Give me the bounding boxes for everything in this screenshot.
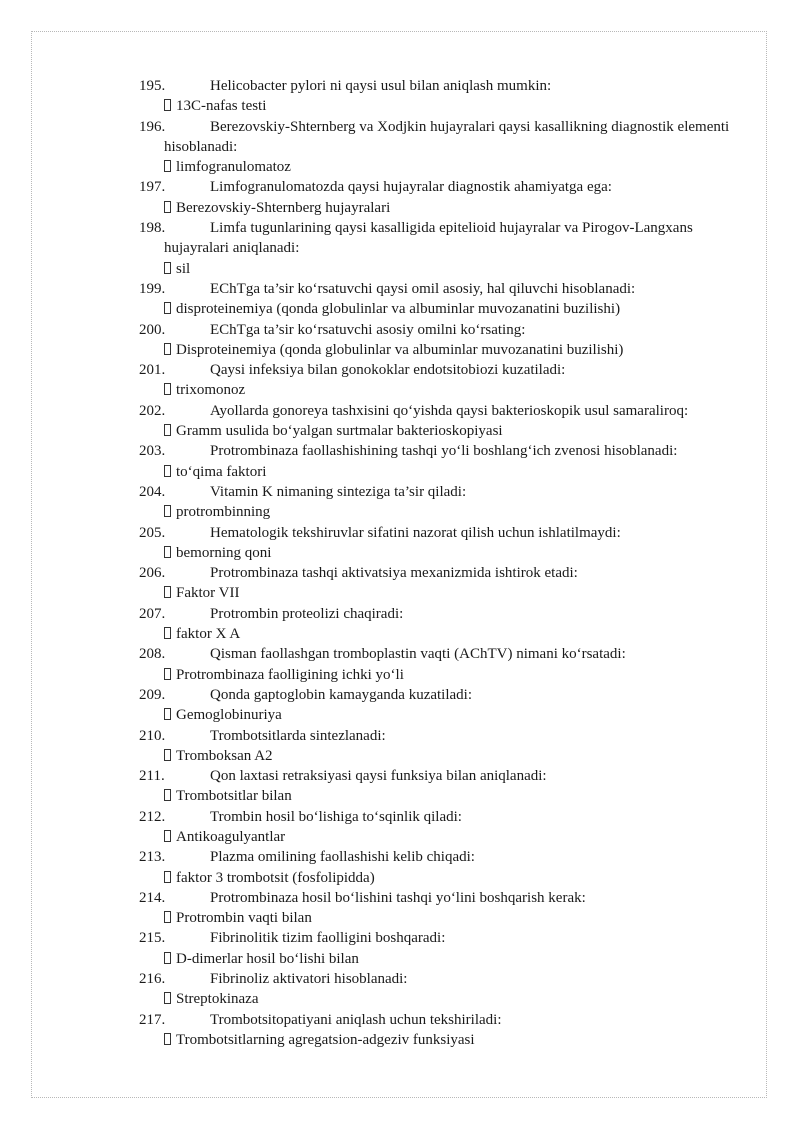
- missing-glyph-box-icon: [164, 952, 171, 964]
- answer-line: [139, 299, 739, 319]
- question-number: 214.: [139, 889, 166, 906]
- answer-line: [139, 786, 739, 806]
- question-item: [139, 279, 739, 320]
- question-text: Qonda gaptoglobin kamayganda kuzatiladi:: [210, 686, 473, 703]
- answer-line: [139, 157, 739, 177]
- question-body: [139, 563, 739, 583]
- answer-text: Trombotsitlar bilan: [176, 788, 292, 805]
- question-body: [139, 604, 739, 624]
- question-number: 202.: [139, 402, 166, 419]
- question-body: [139, 401, 739, 421]
- question-text: Trombotsitlarda sintezlanadi:: [210, 727, 386, 744]
- question-item: [139, 928, 739, 969]
- question-item: [139, 218, 739, 279]
- question-item: [139, 685, 739, 726]
- answer-text: 13C-nafas testi: [176, 98, 267, 115]
- question-item: [139, 726, 739, 767]
- missing-glyph-box-icon: [164, 708, 171, 720]
- answer-line: [139, 96, 739, 116]
- missing-glyph-box-icon: [164, 1033, 171, 1045]
- missing-glyph-box-icon: [164, 262, 171, 274]
- missing-glyph-box-icon: [164, 586, 171, 598]
- answer-text: bemorning qoni: [176, 544, 272, 561]
- question-number: 204.: [139, 483, 166, 500]
- missing-glyph-box-icon: [164, 465, 171, 477]
- question-text: Helicobacter pylori ni qaysi usul bilan aniqlash mumkin:: [210, 78, 552, 94]
- missing-glyph-box-icon: [164, 546, 171, 558]
- question-list: [139, 76, 739, 1050]
- question-text: Limfa tugunlarining qaysi kasalligida epitelioid hujayralar va Pirogov-Langxans hujayralari aniqlanadi:: [164, 220, 693, 257]
- answer-line: [139, 502, 739, 522]
- question-number: 215.: [139, 930, 166, 947]
- answer-line: [139, 1030, 739, 1050]
- question-body: [139, 177, 739, 197]
- answer-text: Gramm usulida bo‘yalgan surtmalar bakterioskopiyasi: [176, 423, 503, 440]
- missing-glyph-box-icon: [164, 201, 171, 213]
- answer-line: [139, 949, 739, 969]
- missing-glyph-box-icon: [164, 383, 171, 395]
- answer-line: [139, 462, 739, 482]
- question-number: 203.: [139, 443, 166, 460]
- missing-glyph-box-icon: [164, 505, 171, 517]
- answer-line: [139, 380, 739, 400]
- question-item: [139, 969, 739, 1010]
- answer-text: Protrombin vaqti bilan: [176, 910, 312, 927]
- missing-glyph-box-icon: [164, 871, 171, 883]
- question-text: Qaysi infeksiya bilan gonokoklar endotsitobiozi kuzatiladi:: [210, 362, 566, 379]
- answer-text: Berezovskiy-Shternberg hujayralari: [176, 199, 391, 216]
- question-text: Qon laxtasi retraksiyasi qaysi funksiya bilan aniqlanadi:: [210, 768, 547, 785]
- question-text: Vitamin K nimaning sinteziga ta’sir qiladi:: [210, 483, 467, 500]
- question-text: Trombin hosil bo‘lishiga to‘sqinlik qiladi:: [210, 808, 462, 825]
- question-body: [139, 76, 739, 96]
- missing-glyph-box-icon: [164, 424, 171, 436]
- question-item: [139, 441, 739, 482]
- missing-glyph-box-icon: [164, 789, 171, 801]
- answer-text: Disproteinemiya (qonda globulinlar va albuminlar muvozanatini buzilishi): [176, 341, 624, 358]
- question-number: 208.: [139, 646, 166, 663]
- question-text: Hematologik tekshiruvlar sifatini nazorat qilish uchun ishlatilmaydi:: [210, 524, 621, 541]
- answer-text: disproteinemiya (qonda globulinlar va albuminlar muvozanatini buzilishi): [176, 301, 621, 318]
- question-number: 195.: [139, 78, 166, 94]
- answer-line: [139, 340, 739, 360]
- missing-glyph-box-icon: [164, 749, 171, 761]
- question-text: Fibrinoliz aktivatori hisoblanadi:: [210, 971, 408, 988]
- answer-text: limfogranulomatoz: [176, 159, 291, 176]
- question-number: 206.: [139, 565, 166, 582]
- question-body: [139, 928, 739, 948]
- answer-line: [139, 746, 739, 766]
- answer-text: trixomonoz: [176, 382, 246, 399]
- question-body: [139, 685, 739, 705]
- question-number: 198.: [139, 220, 166, 237]
- question-body: [139, 644, 739, 664]
- question-text: Limfogranulomatozda qaysi hujayralar diagnostik ahamiyatga ega:: [210, 179, 612, 196]
- question-item: [139, 644, 739, 685]
- question-item: [139, 888, 739, 929]
- question-body: [139, 482, 739, 502]
- question-item: [139, 847, 739, 888]
- answer-line: [139, 989, 739, 1009]
- question-body: [139, 320, 739, 340]
- question-item: [139, 360, 739, 401]
- question-body: [139, 969, 739, 989]
- answer-line: [139, 827, 739, 847]
- question-number: 200.: [139, 321, 166, 338]
- question-number: 211.: [139, 768, 165, 785]
- answer-line: [139, 665, 739, 685]
- question-text: EChTga ta’sir ko‘rsatuvchi asosiy omilni ko‘rsating:: [210, 321, 526, 338]
- question-item: [139, 604, 739, 645]
- question-text: Qisman faollashgan tromboplastin vaqti (AChTV) nimani ko‘rsatadi:: [210, 646, 626, 663]
- answer-text: sil: [176, 260, 191, 277]
- answer-text: Faktor VII: [176, 585, 240, 602]
- question-item: [139, 320, 739, 361]
- question-body: [139, 117, 739, 158]
- question-text: Protrombin proteolizi chaqiradi:: [210, 605, 404, 622]
- question-text: Protrombinaza faollashishining tashqi yo‘li boshlang‘ich zvenosi hisoblanadi:: [210, 443, 678, 460]
- question-body: [139, 279, 739, 299]
- question-number: 210.: [139, 727, 166, 744]
- question-number: 205.: [139, 524, 166, 541]
- question-text: Ayollarda gonoreya tashxisini qo‘yishda qaysi bakterioskopik usul samaraliroq:: [210, 402, 689, 419]
- answer-text: D-dimerlar hosil bo‘lishi bilan: [176, 950, 359, 967]
- missing-glyph-box-icon: [164, 99, 171, 111]
- answer-line: [139, 259, 739, 279]
- question-item: [139, 117, 739, 178]
- answer-text: Protrombinaza faolligining ichki yo‘li: [176, 666, 404, 683]
- question-number: 217.: [139, 1011, 166, 1028]
- question-body: [139, 847, 739, 867]
- question-body: [139, 888, 739, 908]
- question-text: Berezovskiy-Shternberg va Xodjkin hujayralari qaysi kasallikning diagnostik elementi hisoblanadi:: [164, 118, 730, 155]
- question-body: [139, 441, 739, 461]
- question-item: [139, 1010, 739, 1051]
- answer-line: [139, 198, 739, 218]
- question-text: Trombotsitopatiyani aniqlash uchun tekshiriladi:: [210, 1011, 502, 1028]
- question-body: [139, 218, 739, 259]
- missing-glyph-box-icon: [164, 302, 171, 314]
- answer-line: [139, 583, 739, 603]
- question-item: [139, 76, 739, 117]
- question-body: [139, 766, 739, 786]
- missing-glyph-box-icon: [164, 343, 171, 355]
- answer-line: [139, 543, 739, 563]
- answer-line: [139, 624, 739, 644]
- question-body: [139, 726, 739, 746]
- question-text: EChTga ta’sir ko‘rsatuvchi qaysi omil asosiy, hal qiluvchi hisoblanadi:: [210, 280, 636, 297]
- question-number: 201.: [139, 362, 166, 379]
- answer-text: Antikoagulyantlar: [176, 828, 286, 845]
- question-item: [139, 563, 739, 604]
- answer-text: to‘qima faktori: [176, 463, 267, 480]
- question-item: [139, 401, 739, 442]
- answer-text: faktor X A: [176, 626, 241, 643]
- answer-line: [139, 908, 739, 928]
- question-number: 196.: [139, 118, 166, 135]
- question-text: Plazma omilining faollashishi kelib chiqadi:: [210, 849, 475, 866]
- question-number: 216.: [139, 971, 166, 988]
- missing-glyph-box-icon: [164, 160, 171, 172]
- answer-text: Tromboksan A2: [176, 747, 273, 764]
- missing-glyph-box-icon: [164, 992, 171, 1004]
- question-number: 197.: [139, 179, 166, 196]
- question-number: 212.: [139, 808, 166, 825]
- question-item: [139, 177, 739, 218]
- answer-text: Trombotsitlarning agregatsion-adgeziv funksiyasi: [176, 1031, 475, 1048]
- answer-text: Gemoglobinuriya: [176, 707, 282, 724]
- question-number: 209.: [139, 686, 166, 703]
- answer-text: Streptokinaza: [176, 991, 259, 1008]
- missing-glyph-box-icon: [164, 668, 171, 680]
- question-item: [139, 523, 739, 564]
- question-number: 213.: [139, 849, 166, 866]
- missing-glyph-box-icon: [164, 830, 171, 842]
- question-number: 199.: [139, 280, 166, 297]
- question-text: Protrombinaza hosil bo‘lishini tashqi yo‘lini boshqarish kerak:: [210, 889, 586, 906]
- question-text: Fibrinolitik tizim faolligini boshqaradi:: [210, 930, 446, 947]
- question-number: 207.: [139, 605, 166, 622]
- answer-line: [139, 421, 739, 441]
- answer-text: protrombinning: [176, 504, 271, 521]
- answer-line: [139, 868, 739, 888]
- missing-glyph-box-icon: [164, 627, 171, 639]
- question-text: Protrombinaza tashqi aktivatsiya mexanizmida ishtirok etadi:: [210, 565, 578, 582]
- answer-text: faktor 3 trombotsit (fosfolipidda): [176, 869, 375, 886]
- answer-line: [139, 705, 739, 725]
- question-body: [139, 807, 739, 827]
- question-item: [139, 766, 739, 807]
- question-item: [139, 807, 739, 848]
- question-body: [139, 1010, 739, 1030]
- question-body: [139, 360, 739, 380]
- question-body: [139, 523, 739, 543]
- missing-glyph-box-icon: [164, 911, 171, 923]
- question-item: [139, 482, 739, 523]
